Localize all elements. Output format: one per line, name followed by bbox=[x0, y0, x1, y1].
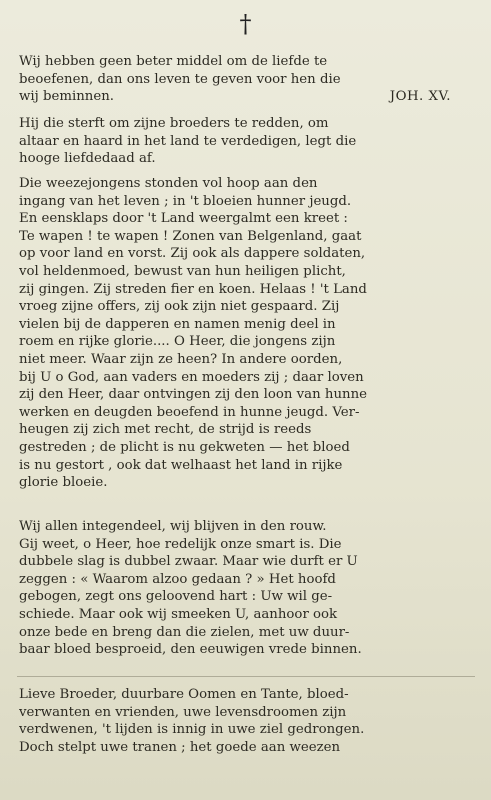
text-line: Hij die sterft om zijne broeders te redden, om bbox=[19, 116, 329, 131]
text-line: gestreden ; de plicht is nu gekweten — het bloed bbox=[19, 439, 350, 455]
paragraph-sacrifice bbox=[19, 115, 473, 168]
text-line: op voor land en vorst. Zij ook als dappere soldaten, bbox=[19, 246, 366, 262]
divider bbox=[17, 676, 475, 677]
text-line: ingang van het leven ; in 't bloeien hunner jeugd. bbox=[19, 193, 352, 209]
paragraph-mourning bbox=[19, 518, 473, 659]
text-line: En eensklaps door 't Land weergalmt een kreet : bbox=[19, 211, 348, 227]
text-line: vielen bij de dapperen en namen menig deel in bbox=[19, 316, 336, 332]
text-line: vol heldenmoed, bewust van hun heiligen plicht, bbox=[19, 263, 346, 279]
paragraph-consolation bbox=[19, 686, 473, 756]
text-line: Wij allen integendeel, wij blijven in den rouw. bbox=[19, 519, 327, 534]
text-line: verdwenen, 't lijden is innig in uwe ziel gedrongen. bbox=[19, 722, 365, 738]
text-line: Te wapen ! te wapen ! Zonen van Belgenland, gaat bbox=[19, 228, 362, 244]
text-line: roem en rijke glorie.... O Heer, die jongens zijn bbox=[19, 334, 336, 350]
quote-line: beoefenen, dan ons leven te geven voor hen die bbox=[19, 71, 341, 87]
text-line: zeggen : « Waarom alzoo gedaan ? » Het hoofd bbox=[19, 571, 336, 587]
text-line: glorie bloeie. bbox=[19, 475, 108, 491]
text-line: dubbele slag is dubbel zwaar. Maar wie durft er U bbox=[19, 554, 358, 570]
text-line: Lieve Broeder, duurbare Oomen en Tante, bloed- bbox=[19, 687, 349, 702]
text-line: Doch stelpt uwe tranen ; het goede aan weezen bbox=[19, 739, 341, 755]
text-line: vroeg zijne offers, zij ook zijn niet gespaard. Zij bbox=[19, 299, 340, 315]
text-line: is nu gestort , ook dat welhaast het land in rijke bbox=[19, 457, 343, 473]
text-line: bij U o God, aan vaders en moeders zij ; daar loven bbox=[19, 369, 364, 385]
text-line: gebogen, zegt ons geloovend hart : Uw wil ge- bbox=[19, 589, 333, 605]
quote-line: Wij hebben geen beter middel om de liefde te bbox=[19, 54, 328, 69]
quote-line-last bbox=[19, 88, 473, 106]
text-line: werken en deugden beoefend in hunne jeugd. Ver- bbox=[19, 404, 360, 420]
text-line: heugen zij zich met recht, de strijd is reeds bbox=[19, 422, 312, 438]
text-line: zij den Heer, daar ontvingen zij den loon van hunne bbox=[19, 387, 368, 403]
cross-symbol: † bbox=[239, 10, 252, 38]
text-line: altaar en haard in het land te verdedigen, legt die bbox=[19, 133, 357, 149]
text-line: niet meer. Waar zijn ze heen? In andere oorden, bbox=[19, 351, 343, 367]
paragraph-orphans bbox=[19, 175, 473, 492]
text-line: verwanten en vrienden, uwe levensdroomen zijn bbox=[19, 704, 347, 720]
scripture-quote bbox=[19, 53, 473, 106]
scripture-reference: JOH. XV. bbox=[389, 89, 451, 105]
text-line: zij gingen. Zij streden fier en koen. Helaas ! 't Land bbox=[19, 281, 367, 297]
text-line: hooge liefdedaad af. bbox=[19, 151, 156, 167]
text-line: onze bede en breng dan die zielen, met uw duur- bbox=[19, 624, 350, 640]
text-line: Gij weet, o Heer, hoe redelijk onze smart is. Die bbox=[19, 536, 342, 552]
text-line: schiede. Maar ook wij smeeken U, aanhoor ook bbox=[19, 606, 338, 622]
quote-line-text: wij beminnen. bbox=[19, 89, 115, 105]
text-line: Die weezejongens stonden vol hoop aan den bbox=[19, 176, 318, 191]
text-line: baar bloed besproeid, den eeuwigen vrede binnen. bbox=[19, 642, 362, 658]
